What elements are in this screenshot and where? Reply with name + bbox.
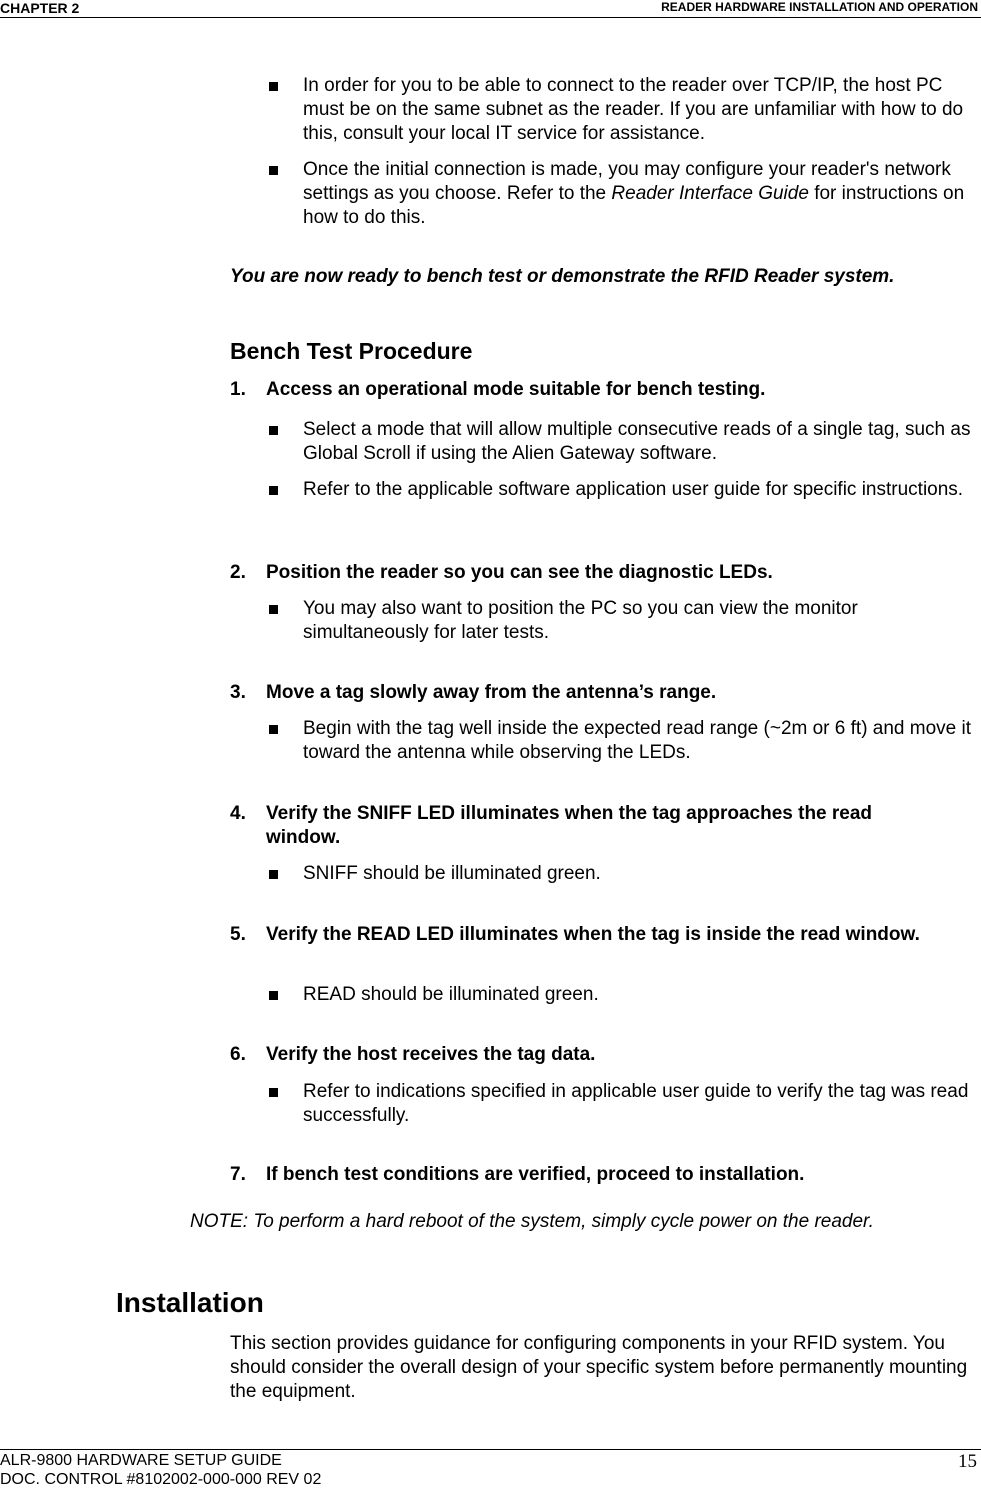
square-bullet-icon: [269, 426, 278, 435]
square-bullet-icon: [269, 991, 278, 1000]
bullet-text: In order for you to be able to connect to the reader over TCP/IP, the host PC must be on the same subnet as the reader. If you are unfamiliar with how to do this, consult your local IT service for assistance.: [303, 75, 964, 144]
square-bullet-icon: [269, 82, 278, 91]
guide-title: ALR-9800 HARDWARE SETUP GUIDE: [0, 1452, 282, 1469]
chapter-label: CHAPTER 2: [0, 0, 80, 16]
page-number: 15: [958, 1451, 977, 1472]
square-bullet-icon: [269, 1088, 278, 1097]
guide-reference: Reader Interface Guide: [611, 183, 809, 204]
square-bullet-icon: [269, 166, 278, 175]
doc-control: DOC. CONTROL #8102002-000-000 REV 02: [0, 1471, 322, 1488]
footer-divider: [0, 1449, 981, 1450]
ready-statement: You are now ready to bench test or demonstrate the RFID Reader system.: [230, 266, 895, 287]
square-bullet-icon: [269, 486, 278, 495]
reboot-note: NOTE: To perform a hard reboot of the system, simply cycle power on the reader.: [190, 1211, 874, 1232]
bench-test-heading: Bench Test Procedure: [230, 338, 473, 364]
square-bullet-icon: [269, 725, 278, 734]
bullet-text: Once the initial connection is made, you may configure your reader's network settings as you choose. Refer to the Reader Interface Guide for instructions on how to do this.: [303, 159, 965, 228]
header-divider: [0, 17, 981, 18]
section-title: READER HARDWARE INSTALLATION AND OPERATION: [661, 0, 978, 14]
square-bullet-icon: [269, 870, 278, 879]
square-bullet-icon: [269, 605, 278, 614]
installation-heading: Installation: [116, 1287, 264, 1318]
installation-body: This section provides guidance for configuring components in your RFID system. You should consider the overall design of your specific system before permanently mounting the equipment.: [230, 1333, 968, 1402]
